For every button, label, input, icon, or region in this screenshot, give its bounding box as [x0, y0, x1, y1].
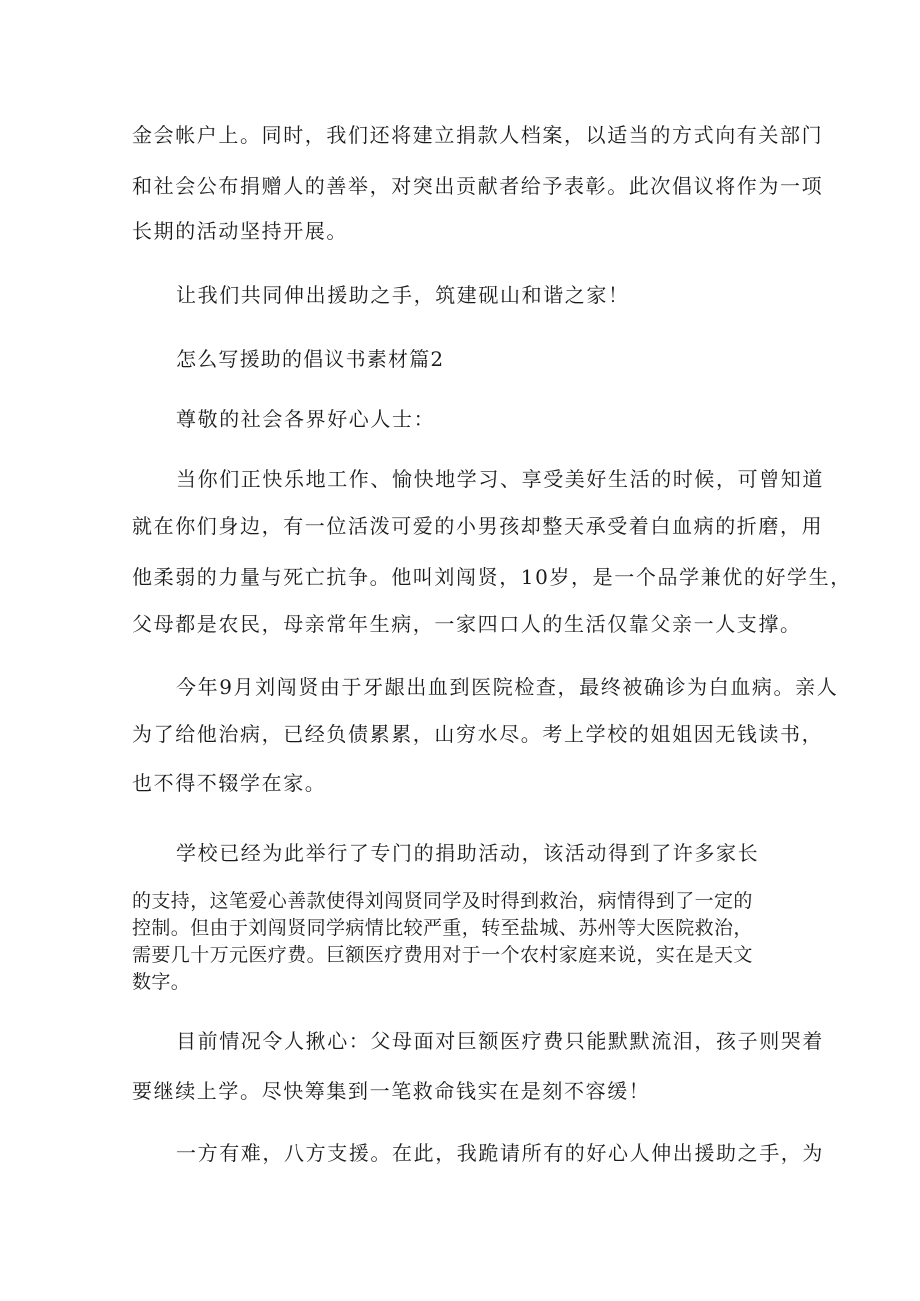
- paragraph-5-line-1: 学校已经为此举行了专门的捐助活动，该活动得到了许多家长: [176, 841, 760, 865]
- paragraph-6-line-2: 要继续上学。尽快筹集到一笔救命钱实在是刻不容缓！: [132, 1079, 651, 1103]
- paragraph-1-line-3: 长期的活动坚持开展。: [132, 219, 348, 243]
- paragraph-7-line-1: 一方有难，八方支援。在此，我跪请所有的好心人伸出援助之手，为: [176, 1141, 824, 1165]
- paragraph-4-line-1: 今年9月刘闯贤由于牙龈出血到医院检查，最终被确诊为白血病。亲人: [176, 675, 839, 699]
- paragraph-6-line-1: 目前情况令人揪心：父母面对巨额医疗费只能默默流泪，孩子则哭着: [176, 1029, 824, 1053]
- paragraph-5-line-3: 控制。但由于刘闯贤同学病情比较严重，转至盐城、苏州等大医院救治，: [132, 917, 753, 939]
- section-heading: 怎么写援助的倡议书素材篇2: [176, 347, 445, 371]
- paragraph-1-line-1: 金会帐户上。同时，我们还将建立捐款人档案，以适当的方式向有关部门: [132, 123, 824, 147]
- paragraph-5-line-2: 的支持，这笔爱心善款使得刘闯贤同学及时得到救治，病情得到了一定的: [132, 890, 753, 912]
- paragraph-3-line-3: 他柔弱的力量与死亡抗争。他叫刘闯贤，10岁，是一个品学兼优的好学生，: [132, 565, 852, 589]
- paragraph-3-line-1: 当你们正快乐地工作、愉快地学习、享受美好生活的时候，可曾知道: [176, 467, 824, 491]
- paragraph-3-line-4: 父母都是农民，母亲常年生病，一家四口人的生活仅靠父亲一人支撑。: [132, 612, 802, 636]
- paragraph-4-line-2: 为了给他治病，已经负债累累，山穷水尽。考上学校的姐姐因无钱读书，: [132, 722, 824, 746]
- paragraph-1-line-2: 和社会公布捐赠人的善举，对突出贡献者给予表彰。此次倡议将作为一项: [132, 174, 824, 198]
- paragraph-5-line-4: 需要几十万元医疗费。巨额医疗费用对于一个农村家庭来说，实在是天文: [132, 944, 753, 966]
- paragraph-3-line-2: 就在你们身边，有一位活泼可爱的小男孩却整天承受着白血病的折磨，用: [132, 514, 824, 538]
- paragraph-5-line-5: 数字。: [132, 971, 191, 993]
- paragraph-4-line-3: 也不得不辍学在家。: [132, 771, 327, 795]
- salutation: 尊敬的社会各界好心人士：: [176, 407, 436, 431]
- paragraph-2: 让我们共同伸出援助之手，筑建砚山和谐之家！: [176, 283, 630, 307]
